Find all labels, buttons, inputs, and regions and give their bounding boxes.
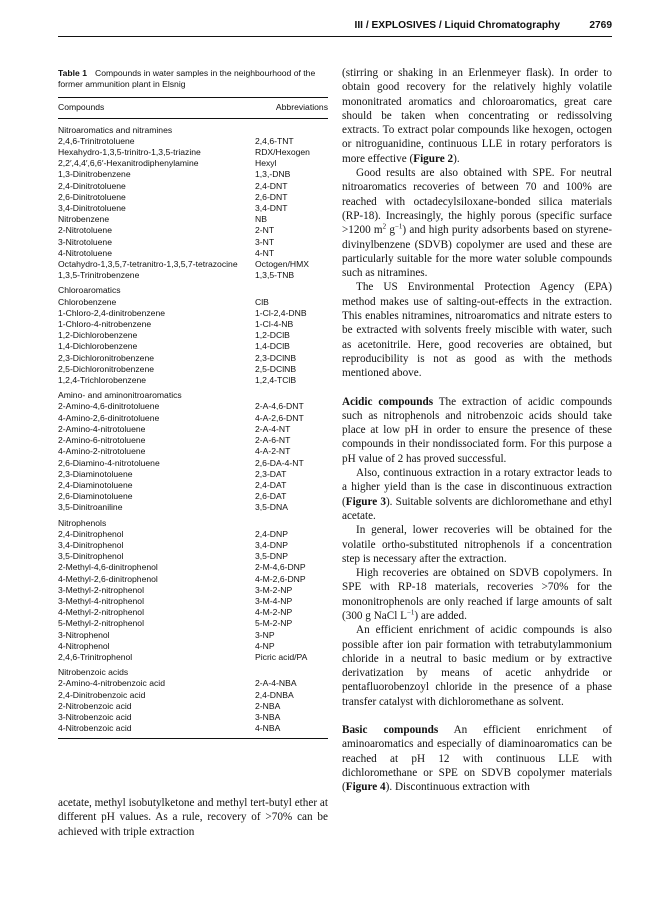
table-row [58, 203, 328, 214]
compound-abbreviation: 4-NP [255, 640, 275, 651]
table-group-title: Nitrophenols [58, 517, 107, 528]
compound-abbreviation: 2-A-4-NT [255, 423, 291, 434]
table-column-headers [58, 98, 328, 117]
table-row [58, 596, 328, 607]
compound-name: Chlorobenzene [58, 296, 117, 307]
compound-name: 1,4-Dichlorobenzene [58, 341, 138, 352]
table-row [58, 502, 328, 513]
paragraph [342, 166, 612, 280]
paragraph [342, 466, 612, 523]
compound-abbreviation: 2-M-4,6-DNP [255, 562, 306, 573]
compound-name: 4-Amino-2-nitrotoluene [58, 446, 146, 457]
compound-abbreviation: 1-Cl-4-NB [255, 319, 294, 330]
paragraph [342, 723, 612, 794]
compound-name: 2,6-Diaminotoluene [58, 491, 133, 502]
table-row [58, 214, 328, 225]
compound-abbreviation: 2,6-DA-4-NT [255, 457, 304, 468]
text: Also, continuous extraction in a rotary extractor leads to a higher yield than is the case in discontinuous extraction ( [342, 467, 612, 508]
table-row [58, 641, 328, 652]
compound-abbreviation: Hexyl [255, 158, 277, 169]
compound-name: 2,4-Dinitrophenol [58, 528, 124, 539]
compound-name: 2,4,6-Trinitrophenol [58, 651, 133, 662]
figure-ref: Figure 2 [413, 152, 454, 165]
compound-abbreviation: 2,4-DNP [255, 528, 288, 539]
compound-name: 2-Amino-4-nitrobenzoic acid [58, 678, 165, 689]
table-group [58, 518, 328, 664]
text: The extraction of acidic compounds such as nitrophenols and nitrobenzoic acids should take place at low pH in order to ensure the presence of these compounds in their nondissociated form. For this purpose a pH value of 2 has proved successful. [342, 395, 612, 465]
compound-abbreviation: 2,4-DNBA [255, 689, 294, 700]
table-row [58, 424, 328, 435]
table-body [58, 125, 328, 735]
compound-name: Nitrobenzene [58, 214, 110, 225]
compounds-table [58, 68, 328, 739]
table-row [58, 701, 328, 712]
compound-name: 1,3,5-Trinitrobenzene [58, 270, 140, 281]
compound-name: 2,4,6-Trinitrotoluene [58, 135, 135, 146]
compound-abbreviation: 2,3-DClNB [255, 352, 297, 363]
compound-abbreviation: 3,4-DNT [255, 203, 288, 214]
compound-abbreviation: 2-NT [255, 225, 275, 236]
table-row [58, 458, 328, 469]
compound-abbreviation: 3-M-2-NP [255, 584, 293, 595]
compound-name: Hexahydro-1,3,5-trinitro-1,3,5-triazine [58, 147, 201, 158]
table-group-title: Chloroaromatics [58, 285, 121, 296]
table-row [58, 248, 328, 259]
text: An efficient enrichment of aminoaromatics and especially of diaminoaromatics can be reached at pH 12 with continuous LLE with dichloromethane or SPE on SDVB copolymer materials ( [342, 724, 613, 794]
table-row [58, 192, 328, 203]
paragraph: In general, lower recoveries will be obtained for the volatile ortho-substituted nitrophenols if a concentration step is necessary after the extraction. [342, 524, 612, 565]
compound-name: 5-Methyl-2-nitrophenol [58, 618, 144, 629]
compound-name: 3-Methyl-4-nitrophenol [58, 595, 144, 606]
compound-name: Octahydro-1,3,5,7-tetranitro-1,3,5,7-tetrazocine [58, 259, 238, 270]
table-row [58, 574, 328, 585]
compound-name: 2,5-Dichloronitrobenzene [58, 363, 155, 374]
compound-abbreviation: 4-M-2,6-DNP [255, 573, 306, 584]
compound-abbreviation: 1,4-DClB [255, 341, 290, 352]
compound-name: 4-Methyl-2,6-dinitrophenol [58, 573, 158, 584]
compound-abbreviation: 2,6-DAT [255, 491, 287, 502]
compound-name: 2-Amino-6-nitrotoluene [58, 435, 146, 446]
compound-name: 2,3-Diaminotoluene [58, 468, 133, 479]
compound-name: 4-Methyl-2-nitrophenol [58, 607, 144, 618]
table-row [58, 469, 328, 480]
text: ). Suitable solvents are dichloromethane and ethyl acetate. [342, 495, 612, 522]
compound-abbreviation: 2,3-DAT [255, 468, 287, 479]
compound-name: 2-Nitrobenzoic acid [58, 700, 132, 711]
table-row [58, 169, 328, 180]
table-bottom-rule [58, 738, 328, 739]
compound-abbreviation: 3-NT [255, 236, 275, 247]
section-heading-acidic: Acidic compounds [342, 395, 434, 408]
compound-name: 2,3-Dichloronitrobenzene [58, 352, 155, 363]
compound-name: 3,5-Dinitrophenol [58, 551, 124, 562]
compound-abbreviation: 2,5-DClNB [255, 363, 297, 374]
text: ) and high purity adsorbents based on styrene-divinylbenzene (SDVB) copolymer are used and these are particularly suitable for the more water soluble compounds such as nitramines. [342, 224, 613, 280]
compound-name: 3-Nitrobenzoic acid [58, 711, 132, 722]
figure-ref: Figure 3 [345, 495, 386, 508]
left-column-text [58, 796, 328, 839]
compound-abbreviation: 2,4-DAT [255, 479, 287, 490]
compound-abbreviation: 2,6-DNT [255, 191, 288, 202]
compound-abbreviation: 3,5-DNP [255, 551, 288, 562]
table-row [58, 375, 328, 386]
superscript: −1 [406, 608, 415, 617]
right-column-text [342, 66, 612, 795]
compound-name: 2,4-Dinitrobenzoic acid [58, 689, 146, 700]
compound-name: 3-Nitrophenol [58, 629, 110, 640]
text: (stirring or shaking in an Erlenmeyer flask). In order to obtain good recovery for the relatively highly volatile mononitrated aromatics and chloroaromatics, great care should be taken when concentrating or redissolving extracts. To extract polar compounds like hexogen, octogen or nitroguanidine, continuous LLE in rotary perforators is more effective ( [342, 67, 612, 165]
compound-abbreviation: 4-NT [255, 247, 275, 258]
text: ). Discontinuous extraction with [385, 781, 530, 794]
table-row [58, 401, 328, 412]
table-row [58, 341, 328, 352]
compound-abbreviation: NB [255, 214, 267, 225]
table-row [58, 540, 328, 551]
superscript: −1 [394, 222, 403, 231]
table-row [58, 364, 328, 375]
section-heading-basic: Basic compounds [342, 724, 439, 737]
compound-name: 4-Nitrophenol [58, 640, 110, 651]
compound-name: 4-Amino-2,6-dinitrotoluene [58, 412, 160, 423]
table-row [58, 147, 328, 158]
compound-name: 2-Amino-4-nitrotoluene [58, 423, 146, 434]
table-row [58, 491, 328, 502]
compound-abbreviation: 4-A-2,6-DNT [255, 412, 304, 423]
compound-name: 2,6-Dinitrotoluene [58, 191, 126, 202]
table-row [58, 413, 328, 424]
table-row [58, 259, 328, 270]
superscript: 2 [382, 222, 387, 231]
page-number: 2769 [589, 20, 612, 31]
table-group [58, 390, 328, 513]
table-row [58, 618, 328, 629]
compound-abbreviation: RDX/Hexogen [255, 147, 310, 158]
table-row [58, 551, 328, 562]
compound-name: 1,2-Dichlorobenzene [58, 330, 138, 341]
spacer [342, 709, 612, 723]
table-row [58, 585, 328, 596]
text: Good results are also obtained with SPE. For neutral nitroaromatics recoveries of between 70 and 100% are reached with octadecylsiloxane-bonded silica materials (RP-18). Increasingly, the highly porous (specific surface >1200 m [342, 167, 612, 237]
column-header-abbreviations: Abbreviations [275, 102, 328, 113]
table-row [58, 435, 328, 446]
table-row [58, 308, 328, 319]
paragraph: acetate, methyl isobutylketone and methyl tert-butyl ether at different pH values. As a rule, recovery of >70% can be achieved with triple extraction [58, 797, 328, 838]
compound-abbreviation: 3,4-DNP [255, 539, 288, 550]
compound-abbreviation: ClB [255, 296, 269, 307]
paragraph [342, 66, 612, 166]
table-row [58, 181, 328, 192]
running-header [58, 20, 612, 36]
table-row [58, 529, 328, 540]
compound-abbreviation: 3-NP [255, 629, 275, 640]
compound-name: 2-Methyl-4,6-dinitrophenol [58, 562, 158, 573]
table-row [58, 353, 328, 364]
column-header-compounds: Compounds [58, 102, 105, 113]
table-header-rule [58, 118, 328, 119]
compound-name: 3,5-Dinitroaniline [58, 502, 123, 513]
table-group-title: Nitrobenzoic acids [58, 667, 129, 678]
compound-name: 1,2,4-Trichlorobenzene [58, 375, 147, 386]
compound-name: 3-Methyl-2-nitrophenol [58, 584, 144, 595]
compound-abbreviation: 1,2-DClB [255, 330, 290, 341]
table-group [58, 125, 328, 282]
table-group-title: Amino- and aminonitroaromatics [58, 390, 182, 401]
compound-abbreviation: 2-NBA [255, 700, 281, 711]
table-row [58, 297, 328, 308]
compound-abbreviation: Picric acid/PA [255, 651, 308, 662]
compound-name: 4-Nitrobenzoic acid [58, 723, 132, 734]
compound-abbreviation: 3,5-DNA [255, 502, 288, 513]
table-row [58, 562, 328, 573]
compound-name: 3,4-Dinitrotoluene [58, 203, 126, 214]
compound-abbreviation: 1,2,4-TClB [255, 375, 297, 386]
compound-name: 2-Nitrotoluene [58, 225, 112, 236]
compound-name: 1,3-Dinitrobenzene [58, 169, 131, 180]
table-row [58, 690, 328, 701]
compound-abbreviation: 1-Cl-2,4-DNB [255, 307, 307, 318]
compound-name: 2-Amino-4,6-dinitrotoluene [58, 401, 160, 412]
table-row [58, 480, 328, 491]
compound-name: 2,6-Diamino-4-nitrotoluene [58, 457, 160, 468]
text: ). [453, 152, 460, 165]
compound-abbreviation: 4-M-2-NP [255, 607, 293, 618]
text: ) are added. [414, 609, 467, 622]
compound-abbreviation: 1,3,-DNB [255, 169, 291, 180]
compound-abbreviation: 2-A-4,6-DNT [255, 401, 304, 412]
paragraph [342, 566, 612, 623]
compound-abbreviation: 2-A-6-NT [255, 435, 291, 446]
compound-name: 1-Chloro-4-nitrobenzene [58, 319, 152, 330]
compound-abbreviation: 1,3,5-TNB [255, 270, 295, 281]
compound-name: 1-Chloro-2,4-dinitrobenzene [58, 307, 166, 318]
table-row [58, 652, 328, 663]
compound-abbreviation: 5-M-2-NP [255, 618, 293, 629]
table-group [58, 667, 328, 734]
table-row [58, 225, 328, 236]
table-row [58, 630, 328, 641]
compound-name: 2,4-Dinitrotoluene [58, 180, 126, 191]
table-row [58, 270, 328, 281]
table-caption-text: Compounds in water samples in the neighbourhood of the former ammunition plant in Elsnig [58, 68, 316, 90]
compound-abbreviation: 3-M-4-NP [255, 595, 293, 606]
paragraph: The US Environmental Protection Agency (EPA) method makes use of salting-out-effects in the extraction. This enables nitramines, nitroaromatics and nitrate esters to be extracted with solvents freely miscible with water, such as acetonitrile. Here, good recoveries are obtained, but reproducibility is not as good as with the methods mentioned above. [342, 281, 612, 380]
compound-abbreviation: 2-A-4-NBA [255, 678, 297, 689]
compound-name: 3,4-Dinitrophenol [58, 539, 124, 550]
compound-abbreviation: 2,4-DNT [255, 180, 288, 191]
running-header-section: III / EXPLOSIVES / Liquid Chromatography [354, 20, 560, 31]
compound-abbreviation: 3-NBA [255, 711, 281, 722]
header-rule [58, 36, 612, 37]
table-group-title: Nitroaromatics and nitramines [58, 124, 173, 135]
table-row [58, 319, 328, 330]
compound-abbreviation: 2,4,6-TNT [255, 135, 294, 146]
text: High recoveries are obtained on SDVB copolymers. In SPE with RP-18 materials, recoveries >70% for the mononitrophenols are only reached if large amounts of salt (300 g NaCl L [342, 567, 612, 622]
table-row [58, 158, 328, 169]
compound-abbreviation: 4-A-2-NT [255, 446, 291, 457]
compound-abbreviation: 4-NBA [255, 723, 281, 734]
table-row [58, 712, 328, 723]
paragraph [342, 395, 612, 466]
text: g [386, 224, 395, 237]
table-row [58, 678, 328, 689]
table-row [58, 723, 328, 734]
table-row [58, 136, 328, 147]
figure-ref: Figure 4 [345, 781, 386, 794]
table-caption [58, 68, 328, 90]
table-row [58, 330, 328, 341]
paragraph: An efficient enrichment of acidic compounds is also possible after ion pair formation with tetrabutylammonium chloride in a neutral to basic medium or by extractive derivatization by means of acetic anhydride or pentafluorobenzoyl chloride in the presence of a phase transfer catalyst with dichloromethane as solvent. [342, 624, 612, 708]
compound-name: 3-Nitrotoluene [58, 236, 112, 247]
compound-abbreviation: Octogen/HMX [255, 259, 309, 270]
table-row [58, 446, 328, 457]
table-group [58, 285, 328, 386]
table-row [58, 237, 328, 248]
table-label: Table 1 [58, 68, 87, 78]
table-row [58, 607, 328, 618]
spacer [342, 381, 612, 395]
compound-name: 4-Nitrotoluene [58, 247, 112, 258]
compound-name: 2,4-Diaminotoluene [58, 479, 133, 490]
compound-name: 2,2′,4,4′,6,6′-Hexanitrodiphenylamine [58, 158, 199, 169]
